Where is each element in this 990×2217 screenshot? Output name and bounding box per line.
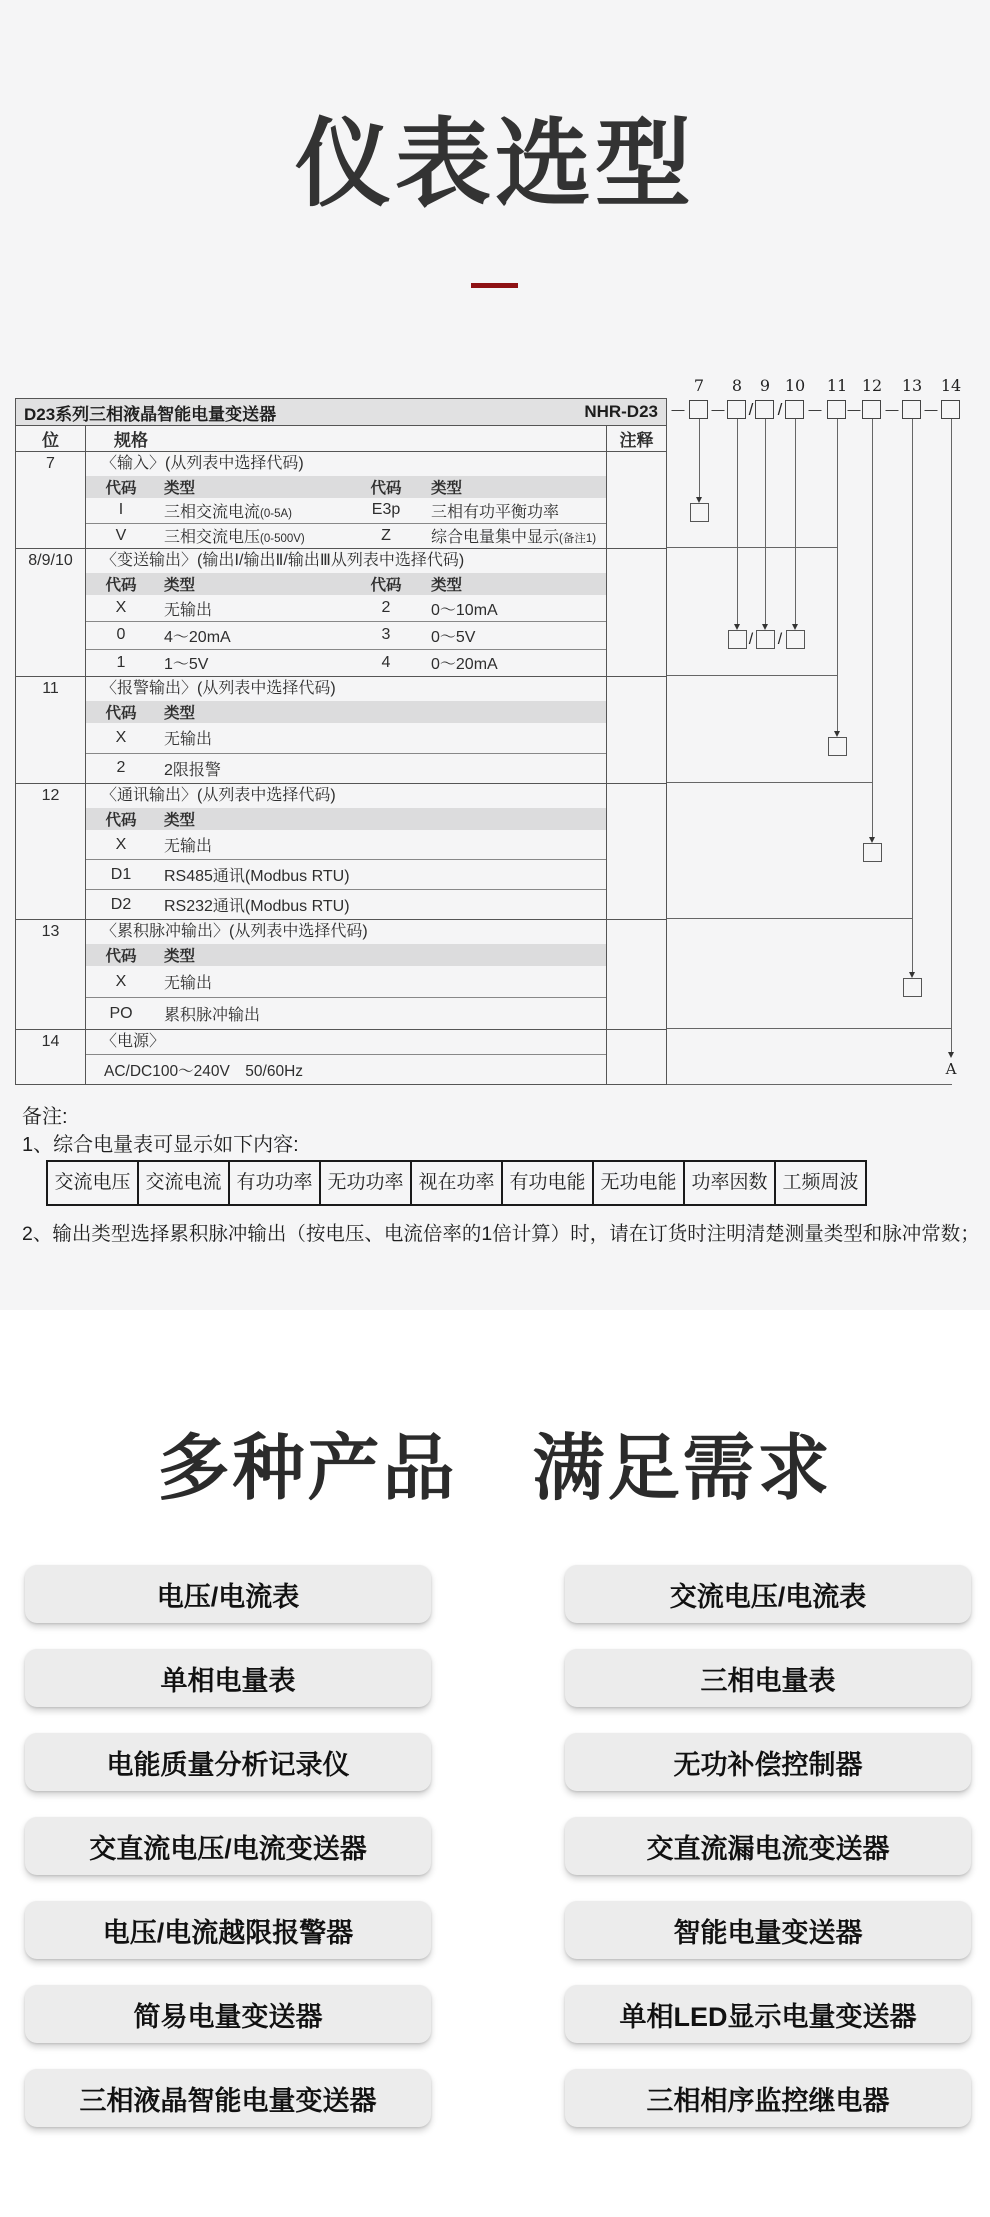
note-2: 2、输出类型选择累积脉冲输出（按电压、电流倍率的1倍计算）时，请在订货时注明清楚测量类型和脉冲常数；	[22, 1223, 980, 1245]
connector-line	[737, 419, 738, 624]
type-value: 无输出	[164, 838, 213, 855]
position-number-14: 14	[940, 376, 962, 395]
subheader-code-label: 代码	[105, 480, 137, 497]
position-number-9: 9	[759, 376, 771, 395]
subheader-code-label: 代码	[370, 577, 402, 594]
selection-drop-box	[903, 978, 922, 997]
section-divider-extension	[667, 782, 872, 783]
title-divider	[471, 283, 518, 288]
note-1: 1、综合电量表可显示如下内容:	[22, 1134, 299, 1156]
position-number-11: 11	[826, 376, 848, 395]
subheader-code-label: 代码	[105, 948, 137, 965]
code-separator-dash: —	[711, 402, 725, 417]
code-row	[86, 997, 606, 1029]
code-value: D2	[110, 895, 132, 913]
code-value: Z	[381, 526, 391, 544]
col-header-spec: 规格	[114, 431, 148, 450]
code-box-14	[941, 400, 960, 419]
code-value: D1	[110, 865, 132, 883]
type-value-note: (0-500V)	[260, 533, 305, 546]
code-separator-slash: /	[777, 400, 783, 419]
product-button-left-3[interactable]: 电能质量分析记录仪	[25, 1733, 431, 1791]
drop-box-slash: /	[777, 631, 783, 648]
code-value: I	[118, 501, 124, 519]
connector-line	[765, 419, 766, 624]
position-number-8: 8	[731, 376, 743, 395]
spec-cell	[86, 452, 606, 548]
type-value: 1～5V	[164, 656, 209, 674]
subheader-type-label: 类型	[164, 577, 196, 594]
display-item: 功率因数	[683, 1162, 774, 1204]
section-title: 〈电源〉	[101, 1033, 166, 1050]
type-value: 无输出	[164, 731, 213, 749]
section-divider-extension	[667, 1028, 951, 1029]
product-button-left-5[interactable]: 电压/电流越限报警器	[25, 1901, 431, 1959]
product-column-right	[565, 1565, 971, 2127]
product-columns	[25, 1565, 971, 2127]
display-item: 工频周波	[774, 1162, 865, 1204]
section-divider-extension	[667, 675, 837, 676]
code-row	[86, 966, 606, 997]
type-value-note: (备注1)	[559, 533, 597, 546]
display-item: 视在功率	[410, 1162, 501, 1204]
product-button-right-2[interactable]: 三相电量表	[565, 1649, 971, 1707]
position-number-10: 10	[784, 376, 806, 395]
subheader-type-label: 类型	[164, 948, 196, 965]
type-value-note: (0-5A)	[260, 507, 292, 520]
power-spec-value: AC/DC100～240V 50/60Hz	[86, 1054, 606, 1084]
arrow-down-icon	[948, 1052, 954, 1058]
code-row	[86, 649, 606, 676]
product-button-left-2[interactable]: 单相电量表	[25, 1649, 431, 1707]
spec-cell	[86, 549, 606, 676]
type-value: 三相有功平衡功率	[431, 503, 560, 521]
connector-line	[951, 419, 952, 1052]
code-value: X	[115, 835, 127, 853]
subheader-code-label: 代码	[105, 705, 137, 722]
code-row	[86, 889, 606, 919]
code-type-subheader	[86, 476, 606, 498]
table-section-7	[16, 451, 666, 548]
selection-drop-box	[863, 843, 882, 862]
code-type-subheader	[86, 573, 606, 595]
display-item: 有功电能	[501, 1162, 592, 1204]
notes-label: 备注:	[22, 1106, 68, 1128]
code-separator-dash: —	[808, 402, 822, 417]
code-value: 1	[116, 653, 126, 671]
type-value: RS232通讯(Modbus RTU)	[164, 898, 350, 915]
connector-line	[837, 419, 838, 731]
connector-line	[699, 419, 700, 497]
section-title: 〈报警输出〉(从列表中选择代码)	[101, 680, 336, 697]
table-section-12	[16, 783, 666, 919]
code-type-subheader	[86, 701, 606, 723]
spec-cell	[86, 920, 606, 1029]
selection-drop-box	[690, 503, 709, 522]
products-section	[0, 1310, 990, 2217]
connector-line	[912, 419, 913, 972]
code-row	[86, 723, 606, 753]
code-value: 4	[381, 653, 391, 671]
model-header-bar	[16, 399, 666, 425]
product-column-left	[25, 1565, 431, 2127]
code-value: X	[115, 728, 127, 746]
code-row	[86, 523, 606, 549]
display-item: 交流电流	[137, 1162, 228, 1204]
position-number-12: 12	[861, 376, 883, 395]
code-value: 2	[116, 759, 126, 777]
type-value: 综合电量集中显示(备注1)	[431, 529, 597, 547]
bit-cell: 7	[16, 452, 86, 548]
selection-drop-box	[828, 737, 847, 756]
section-divider-extension	[667, 918, 912, 919]
product-button-right-1[interactable]: 交流电压/电流表	[565, 1565, 971, 1623]
product-button-left-7[interactable]: 三相液晶智能电量变送器	[25, 2069, 431, 2127]
note-cell	[606, 452, 666, 548]
code-row	[86, 830, 606, 859]
type-value: 无输出	[164, 975, 213, 992]
subheader-type-label: 类型	[164, 812, 196, 829]
code-value: X	[115, 599, 127, 617]
spec-cell	[86, 1030, 606, 1084]
product-button-right-7[interactable]: 三相相序监控继电器	[565, 2069, 971, 2127]
table-section-11	[16, 676, 666, 783]
product-button-left-1[interactable]: 电压/电流表	[25, 1565, 431, 1623]
drop-box-slash: /	[748, 631, 754, 648]
code-separator-dash: —	[671, 402, 685, 417]
section-title: 〈变送输出〉(输出Ⅰ/输出Ⅱ/输出Ⅲ从列表中选择代码)	[101, 552, 465, 569]
bit-cell: 11	[16, 677, 86, 783]
subheader-type-label: 类型	[164, 705, 196, 722]
product-button-right-6[interactable]: 单相LED显示电量变送器	[565, 1985, 971, 2043]
page-title: 仪表选型	[295, 111, 695, 218]
type-value: 无输出	[164, 601, 213, 619]
display-item: 无功电能	[592, 1162, 683, 1204]
type-value: 三相交流电流(0-5A)	[164, 503, 292, 521]
selection-table	[15, 398, 667, 1085]
code-row	[86, 859, 606, 889]
code-row	[86, 595, 606, 621]
code-row	[86, 498, 606, 523]
section-title: 〈通讯输出〉(从列表中选择代码)	[101, 787, 336, 804]
connector-line	[795, 419, 796, 624]
selection-drop-box	[786, 630, 805, 649]
display-item: 交流电压	[54, 1172, 131, 1193]
code-separator-dash: —	[847, 402, 861, 417]
code-value: PO	[109, 1004, 133, 1022]
subheader-code-label: 代码	[105, 577, 137, 594]
ordering-code-diagram	[15, 370, 975, 1090]
bit-cell: 14	[16, 1030, 86, 1084]
products-title: 多种产品 满足需求	[157, 1429, 833, 1509]
type-value: 4～20mA	[164, 628, 231, 646]
subheader-code-label: 代码	[105, 812, 137, 829]
product-button-right-3[interactable]: 无功补偿控制器	[565, 1733, 971, 1791]
section-divider-extension	[667, 1084, 952, 1085]
selection-drop-box	[756, 630, 775, 649]
code-value: E3p	[371, 501, 401, 519]
note-cell	[606, 677, 666, 783]
code-row	[86, 621, 606, 648]
type-value: 0～5V	[431, 628, 476, 646]
code-type-subheader	[86, 944, 606, 966]
position-number-13: 13	[901, 376, 923, 395]
section-title: 〈输入〉(从列表中选择代码)	[101, 455, 304, 472]
type-value: 0～20mA	[431, 656, 498, 674]
code-type-subheader	[86, 808, 606, 830]
endpoint-label: A	[945, 1060, 957, 1078]
code-separator-dash: —	[924, 402, 938, 417]
code-box-13	[902, 400, 921, 419]
code-box-11	[827, 400, 846, 419]
code-box-12	[862, 400, 881, 419]
table-section-13	[16, 919, 666, 1029]
selection-drop-box	[728, 630, 747, 649]
spec-cell	[86, 784, 606, 919]
subheader-type-label: 类型	[431, 480, 463, 497]
connector-line	[872, 419, 873, 837]
note-cell	[606, 784, 666, 919]
code-separator-slash: /	[748, 400, 754, 419]
note-cell	[606, 549, 666, 676]
product-button-left-6[interactable]: 简易电量变送器	[25, 1985, 431, 2043]
section-title: 〈累积脉冲输出〉(从列表中选择代码)	[101, 923, 368, 940]
code-value: 2	[381, 599, 391, 617]
code-value: X	[115, 972, 127, 990]
spec-cell	[86, 677, 606, 783]
subheader-code-label: 代码	[370, 480, 402, 497]
section-divider-extension	[667, 547, 837, 548]
col-header-note: 注释	[606, 426, 666, 451]
type-value: 2限报警	[164, 761, 221, 779]
display-item: 无功功率	[319, 1162, 410, 1204]
type-value: 0～10mA	[431, 601, 498, 619]
bit-cell: 13	[16, 920, 86, 1029]
type-value: RS485通讯(Modbus RTU)	[164, 868, 350, 885]
subheader-type-label: 类型	[431, 577, 463, 594]
type-value: 三相交流电压(0-500V)	[164, 529, 305, 547]
bit-cell: 12	[16, 784, 86, 919]
code-value: 0	[116, 626, 126, 644]
note-cell	[606, 920, 666, 1029]
table-section-8-9-10	[16, 548, 666, 676]
type-value: 累积脉冲输出	[164, 1007, 261, 1024]
code-separator-dash: —	[885, 402, 899, 417]
position-number-7: 7	[693, 376, 705, 395]
code-value: 3	[381, 626, 391, 644]
display-item: 有功功率	[228, 1162, 319, 1204]
subheader-type-label: 类型	[164, 480, 196, 497]
bit-cell: 8/9/10	[16, 549, 86, 676]
note-cell	[606, 1030, 666, 1084]
code-value: V	[115, 526, 127, 544]
model-prefix: NHR-D23	[584, 402, 658, 421]
display-items-table	[46, 1160, 867, 1206]
col-header-bit: 位	[16, 426, 86, 451]
code-box-7	[689, 400, 708, 419]
table-header-row	[16, 425, 666, 451]
code-row	[86, 753, 606, 784]
table-section-14	[16, 1029, 666, 1084]
product-button-right-4[interactable]: 交直流漏电流变送器	[565, 1817, 971, 1875]
product-button-right-5[interactable]: 智能电量变送器	[565, 1901, 971, 1959]
product-button-left-4[interactable]: 交直流电压/电流变送器	[25, 1817, 431, 1875]
series-name: D23系列三相液晶智能电量变送器	[24, 404, 277, 424]
